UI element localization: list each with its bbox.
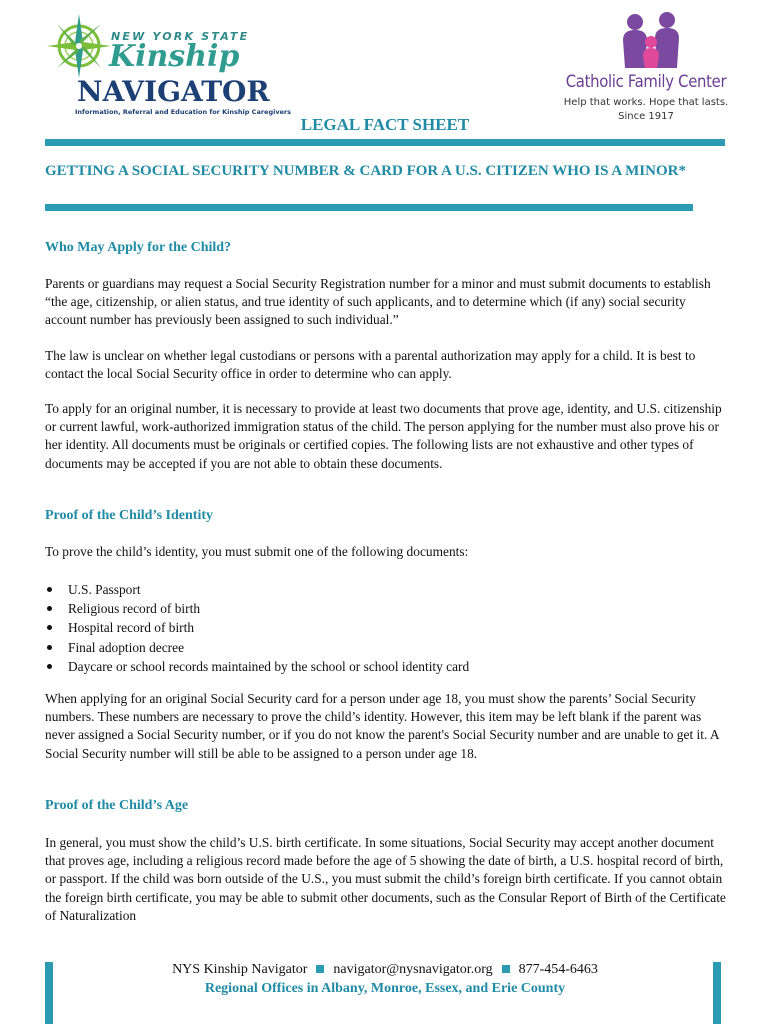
list-item: U.S. Passport (45, 580, 725, 599)
footer-phone: 877-454-6463 (518, 962, 598, 977)
family-figures-icon (615, 10, 685, 70)
paragraph-who-3: To apply for an original number, it is necessary to provide at least two documents that prove age, identity, and U.S. citizenship or current lawful, work-authorized immigration status of the child. The person applying for the number must also prove his or her identity. All documents must be originals or certified copies. The following lists are not exhaustive and other types of documents may be accepted if you are not able to obtain these documents. (45, 401, 722, 471)
cfc-logo-name: Catholic Family Center (565, 72, 727, 91)
footer-offices: Regional Offices in Albany, Monroe, Essex, and Erie County (204, 981, 566, 996)
identity-documents-list (45, 580, 725, 676)
cfc-tagline-line2: Since 1917 (618, 111, 674, 122)
page-subtitle: GETTING A SOCIAL SECURITY NUMBER & CARD FOR A U.S. CITIZEN WHO IS A MINOR* (45, 163, 686, 179)
catholic-family-center-logo (560, 10, 732, 125)
section-heading-identity: Proof of the Child’s Identity (45, 508, 213, 523)
nys-logo-state: NEW YORK STATE (111, 30, 250, 43)
square-bullet-icon (316, 965, 324, 973)
footer-org: NYS Kinship Navigator (172, 962, 308, 977)
list-item: Religious record of birth (45, 599, 725, 618)
footer-email: navigator@nysnavigator.org (333, 962, 493, 977)
square-bullet-icon (502, 965, 510, 973)
header-divider-top (45, 139, 725, 146)
paragraph-who-1: Parents or guardians may request a Social Security Registration number for a minor and must submit documents to establish “the age, citizenship, or alien status, and true identity of such applicants, and to determine which (if any) social security account number has previously been assigned to such individual.” (45, 276, 711, 328)
paragraph-identity-intro: To prove the child’s identity, you must submit one of the following documents: (45, 544, 469, 559)
list-item: Hospital record of birth (45, 618, 725, 637)
paragraph-age-1: In general, you must show the child’s U.S. birth certificate. In some situations, Social Security may accept another document that proves age, including a religious record made before the age of 5 showing the date of birth, a U.S. hospital record of birth, or passport. If the child was born outside of the U.S., you must submit the child’s foreign birth certificate. If you cannot obtain the foreign birth certificate, you may be able to submit other documents, such as the Consular Report of Birth of the Certificate of Naturalization (45, 835, 726, 923)
nys-logo-navigator: NAVIGATOR (77, 75, 270, 108)
nys-kinship-navigator-logo (45, 12, 292, 117)
list-item: Daycare or school records maintained by the school or school identity card (45, 657, 725, 676)
page-title: LEGAL FACT SHEET (300, 115, 470, 134)
section-heading-age: Proof of the Child’s Age (45, 798, 189, 813)
compass-star-icon (45, 12, 113, 80)
footer-contact (0, 962, 770, 978)
header-divider-bottom (45, 204, 693, 211)
nys-logo-kinship: Kinship (109, 39, 240, 74)
paragraph-identity-after: When applying for an original Social Security card for a person under age 18, you must show the parents’ Social Security numbers. These numbers are necessary to prove the child’s identity. However, this item may be left blank if the parent was never assigned a Social Security number, or if you do not know the parent's Social Security number and are unable to get it. A Social Security number will still be able to be assigned to a person under age 18. (45, 691, 719, 761)
paragraph-who-2: The law is unclear on whether legal custodians or persons with a parental authorization may apply for a child. It is best to contact the local Social Security office in order to determine who can apply. (45, 348, 696, 382)
list-item: Final adoption decree (45, 638, 725, 657)
cfc-tagline-line1: Help that works. Hope that lasts. (563, 97, 729, 108)
nys-logo-tagline: Information, Referral and Education for Kinship Caregivers (75, 108, 292, 116)
section-heading-who-may-apply: Who May Apply for the Child? (45, 240, 232, 255)
